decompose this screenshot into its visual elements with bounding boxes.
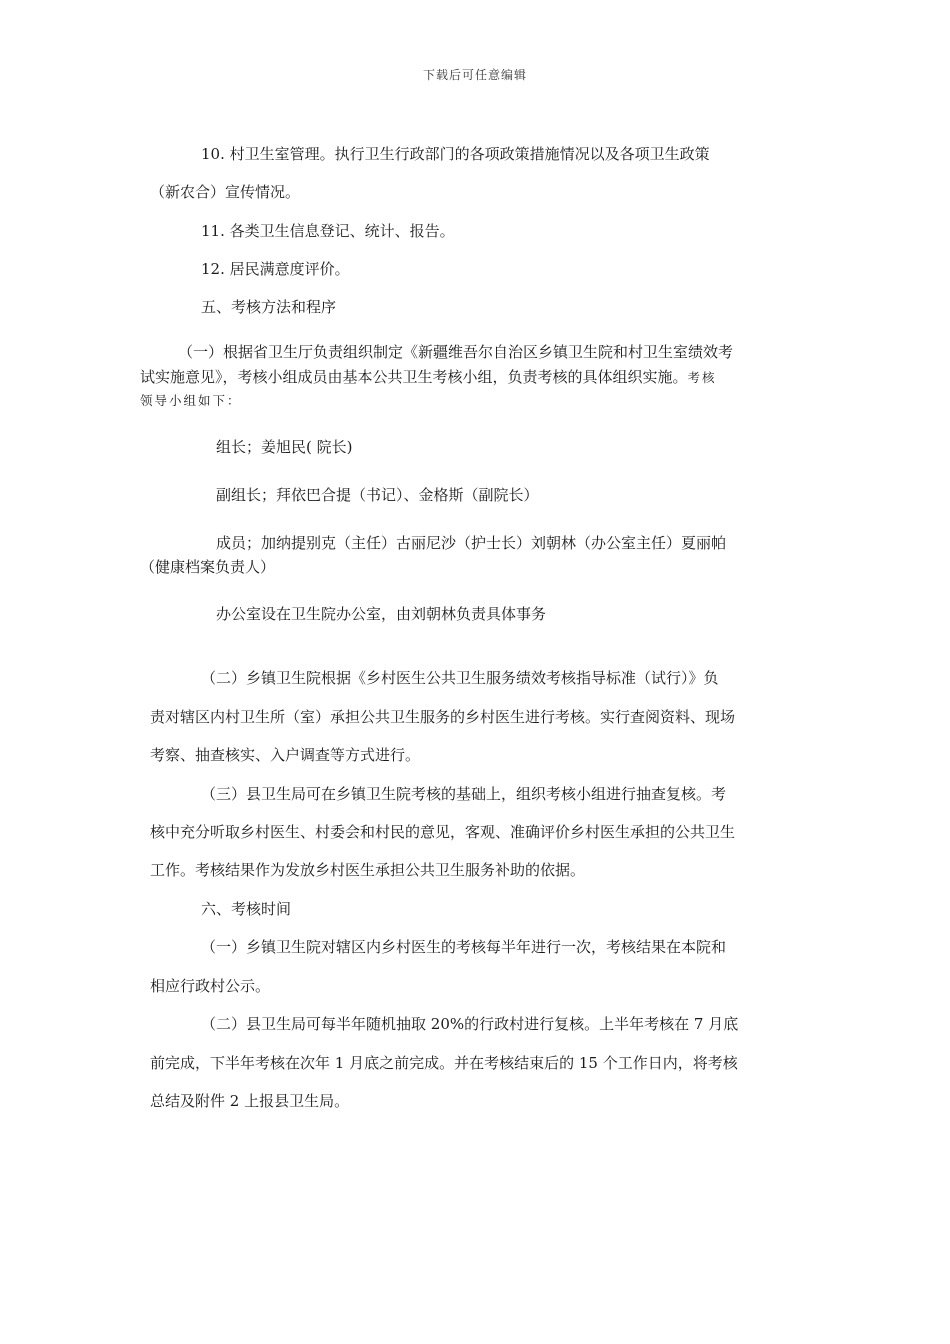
group-leader: 组长；姜旭民( 院长)	[216, 438, 353, 456]
para-6-1-line-1: （一）乡镇卫生院对辖区内乡村医生的考核每半年进行一次，考核结果在本院和	[201, 938, 727, 956]
item-10-line-1: 10. 村卫生室管理。执行卫生行政部门的各项政策措施情况以及各项卫生政策	[201, 145, 710, 163]
para-5-1-line-2-text: 试实施意见》，考核小组成员由基本公共卫生考核小组，负责考核的具体组织实施。	[140, 368, 688, 386]
item-12: 12. 居民满意度评价。	[201, 260, 350, 278]
item-10-line-2: （新农合）宣传情况。	[150, 183, 301, 201]
para-5-1-line-2-tail: 考核	[687, 370, 717, 385]
section-6-heading: 六、考核时间	[201, 900, 292, 918]
para-5-3-line-3: 工作。考核结果作为发放乡村医生承担公共卫生服务补助的依据。	[150, 861, 586, 879]
group-members-line-2: （健康档案负责人）	[140, 558, 276, 576]
para-6-2-line-3: 总结及附件 2 上报县卫生局。	[150, 1092, 350, 1110]
para-5-3-line-1: （三）县卫生局可在乡镇卫生院考核的基础上，组织考核小组进行抽查复核。考	[201, 785, 727, 803]
para-5-3-line-2: 核中充分听取乡村医生、村委会和村民的意见，客观、准确评价乡村医生承担的公共卫生	[150, 823, 736, 841]
group-members-line-1: 成员；加纳提别克（主任）古丽尼沙（护士长）刘朝林（办公室主任）夏丽帕	[216, 534, 727, 552]
para-5-2-line-1: （二）乡镇卫生院根据《乡村医生公共卫生服务绩效考核指导标准（试行）》负	[201, 669, 719, 687]
section-5-heading: 五、考核方法和程序	[201, 298, 337, 316]
para-5-2-line-2: 责对辖区内村卫生所（室）承担公共卫生服务的乡村医生进行考核。实行查阅资料、现场	[150, 708, 736, 726]
para-5-1-line-1: （一）根据省卫生厅负责组织制定《新疆维吾尔自治区乡镇卫生院和村卫生室绩效考	[178, 343, 734, 361]
para-5-2-line-3: 考察、抽查核实、入户调查等方式进行。	[150, 746, 421, 764]
office-note: 办公室设在卫生院办公室，由刘朝林负责具体事务	[216, 605, 547, 623]
para-6-2-line-1: （二）县卫生局可每半年随机抽取 20%的行政村进行复核。上半年考核在 7 月底	[201, 1015, 739, 1033]
para-5-1-line-3: 领导小组如下：	[140, 393, 242, 408]
item-11: 11. 各类卫生信息登记、统计、报告。	[201, 222, 455, 240]
para-6-2-line-2: 前完成，下半年考核在次年 1 月底之前完成。并在考核结束后的 15 个工作日内，将考核	[150, 1054, 738, 1072]
para-6-1-line-2: 相应行政村公示。	[150, 977, 271, 995]
group-deputy-leader: 副组长；拜依巴合提（书记）、金格斯（副院长）	[216, 486, 539, 504]
para-5-1-line-2	[140, 367, 717, 388]
page-header: 下载后可任意编辑	[422, 68, 527, 82]
